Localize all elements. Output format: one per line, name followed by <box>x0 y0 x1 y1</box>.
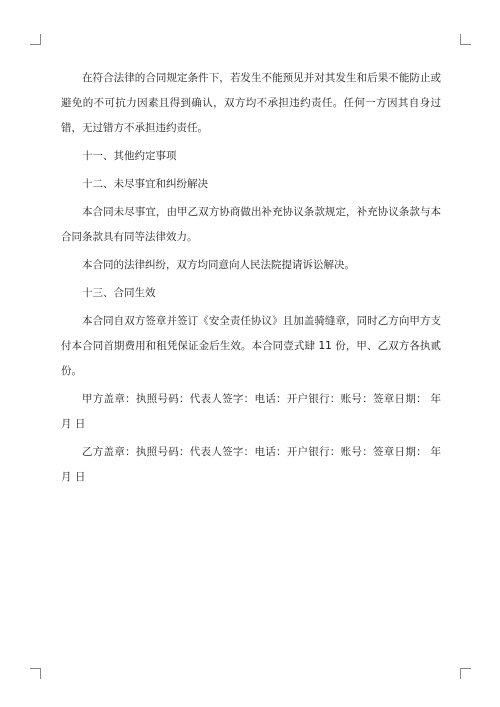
crop-mark-top-right <box>460 34 471 45</box>
supplementary-agreement-paragraph: 本合同未尽事宜，由甲乙双方协商做出补充协议条款规定，补充协议条款与本合同条款具有同等法律效力。 <box>61 206 441 243</box>
crop-mark-top-left <box>30 34 41 45</box>
section-12-heading: 十二、未尽事宜和纠纷解决 <box>82 178 208 190</box>
document-body <box>61 66 441 490</box>
crop-mark-bottom-right <box>460 668 471 679</box>
party-a-signature-line: 甲方盖章：执照号码：代表人签字：电话：开户银行：账号：签章日期： 年 月 日 <box>61 393 441 430</box>
section-11-heading: 十一、其他约定事项 <box>82 150 177 162</box>
section-13-heading: 十三、合同生效 <box>82 287 156 299</box>
party-b-signature-line: 乙方盖章：执照号码：代表人签字：电话：开户银行：账号：签章日期： 年 月 日 <box>61 446 441 483</box>
crop-mark-bottom-left <box>30 668 41 679</box>
force-majeure-paragraph: 在符合法律的合同规定条件下，若发生不能预见并对其发生和后果不能防止或避免的不可抗力因素且得到确认，双方均不承担违约责任。任何一方因其自身过错，无过错方不承担违约责任。 <box>61 72 441 134</box>
dispute-resolution-paragraph: 本合同的法律纠纷，双方均同意向人民法院提请诉讼解决。 <box>82 259 355 271</box>
effectiveness-paragraph: 本合同自双方签章并签订《安全责任协议》且加盖骑缝章，同时乙方向甲方支付本合同首期费用和租凭保证金后生效。本合同壹式肆 11 份，甲、乙双方各执贰份。 <box>61 315 441 377</box>
